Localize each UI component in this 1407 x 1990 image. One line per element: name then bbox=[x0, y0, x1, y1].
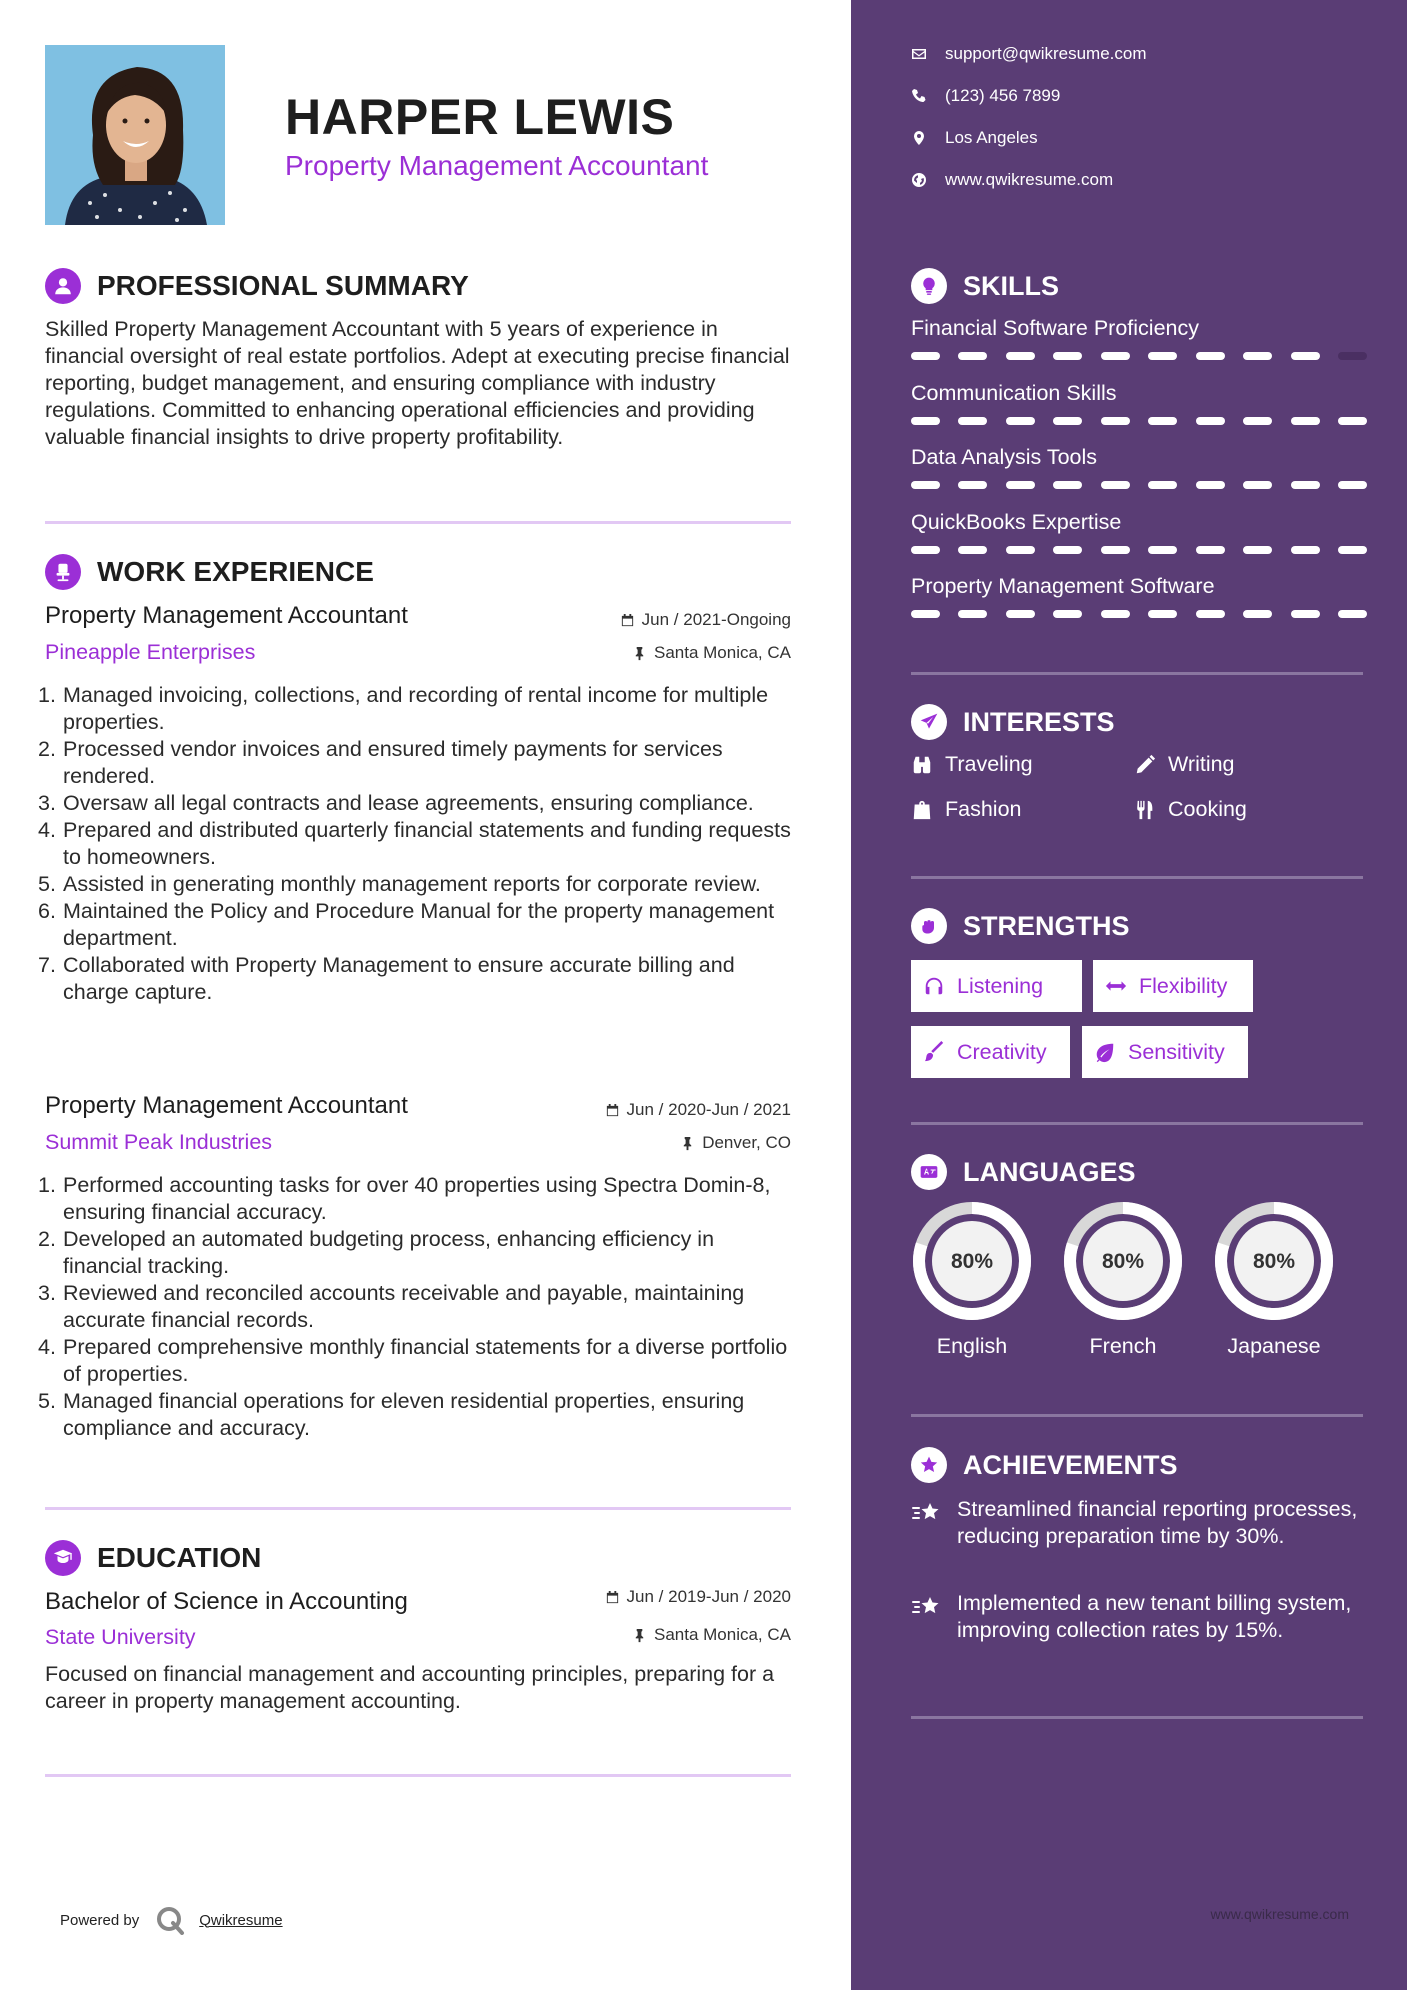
skills-heading: SKILLS bbox=[911, 268, 1059, 304]
language-ring bbox=[1213, 1200, 1335, 1322]
education-location: Santa Monica, CA bbox=[632, 1625, 791, 1645]
list-item: 7. Collaborated with Property Management to ensure accurate billing and charge capture. bbox=[38, 953, 735, 1004]
paint-brush-icon bbox=[923, 1041, 945, 1063]
contact-location: Los Angeles bbox=[911, 128, 1038, 148]
job-date: Jun / 2020-Jun / 2021 bbox=[605, 1100, 791, 1120]
job-location: Santa Monica, CA bbox=[632, 643, 791, 663]
skill-level-segment bbox=[1148, 610, 1177, 618]
skill-level-segment bbox=[1196, 417, 1225, 425]
degree-title: Bachelor of Science in Accounting bbox=[45, 1588, 408, 1615]
pushpin-icon bbox=[632, 646, 647, 661]
skill-level-segment bbox=[958, 546, 987, 554]
skill-level-bar bbox=[911, 610, 1367, 618]
skill-level-segment bbox=[911, 417, 940, 425]
language-percent: 80% bbox=[1252, 1250, 1296, 1273]
star-badge-icon bbox=[911, 1447, 947, 1483]
user-icon bbox=[45, 268, 81, 304]
fist-icon bbox=[911, 908, 947, 944]
list-item: 2. Processed vendor invoices and ensured timely payments for services rendered. bbox=[38, 737, 723, 788]
list-item: 6. Maintained the Policy and Procedure Manual for the property management department. bbox=[38, 899, 775, 950]
skill-level-segment bbox=[1291, 546, 1320, 554]
skill-level-segment bbox=[1291, 417, 1320, 425]
list-item: 2. Developed an automated budgeting process, enhancing efficiency in financial tracking. bbox=[38, 1227, 715, 1278]
summary-text: Skilled Property Management Accountant with 5 years of experience in financial oversight of real estate portfolios. Adept at executing precise financial reporting, budget management, and ensuring compliance with industry regulations. Committed to enhancing operational efficiencies and providing valuable financial insights to drive property profitability. bbox=[45, 317, 790, 449]
skill-level-segment bbox=[1053, 481, 1082, 489]
contact-phone[interactable]: (123) 456 7899 bbox=[911, 86, 1060, 106]
language-percent: 80% bbox=[1101, 1250, 1145, 1273]
skill-level-segment bbox=[1243, 352, 1272, 360]
job-title: Property Management Accountant bbox=[45, 602, 408, 629]
skill-level-segment bbox=[1006, 481, 1035, 489]
pushpin-icon bbox=[632, 1628, 647, 1643]
skill-level-segment bbox=[1196, 610, 1225, 618]
graduate-icon bbox=[45, 1540, 81, 1576]
section-divider bbox=[911, 1414, 1363, 1417]
qwikresume-link[interactable]: Qwikresume bbox=[199, 1911, 283, 1929]
envelope-icon bbox=[911, 46, 927, 62]
achievement-item: Implemented a new tenant billing system, improving collection rates by 15%. bbox=[911, 1590, 1371, 1644]
job-duties bbox=[38, 1172, 798, 1442]
language-icon bbox=[911, 1154, 947, 1190]
company-name: Summit Peak Industries bbox=[45, 1130, 273, 1154]
bag-icon bbox=[911, 799, 933, 821]
skill-level-segment bbox=[958, 417, 987, 425]
skill-level-segment bbox=[1196, 546, 1225, 554]
skill-level-segment bbox=[1148, 481, 1177, 489]
skill-level-bar bbox=[911, 481, 1367, 489]
skill-level-segment bbox=[1291, 481, 1320, 489]
section-divider bbox=[45, 1774, 791, 1777]
education-text: Focused on financial management and accounting principles, preparing for a career in property management accounting. bbox=[45, 1662, 775, 1713]
section-divider bbox=[911, 672, 1363, 675]
skill-level-segment bbox=[1243, 417, 1272, 425]
list-item: 4. Prepared comprehensive monthly financial statements for a diverse portfolio of properties. bbox=[38, 1335, 788, 1386]
skill-name: Communication Skills bbox=[911, 380, 1117, 405]
strengths-heading: STRENGTHS bbox=[911, 908, 1130, 944]
skill-level-segment bbox=[958, 352, 987, 360]
globe-icon bbox=[911, 172, 927, 188]
company-name: Pineapple Enterprises bbox=[45, 640, 256, 664]
utensils-icon bbox=[1134, 799, 1156, 821]
experience-heading bbox=[45, 554, 374, 590]
candidate-role: Property Management Accountant bbox=[285, 150, 709, 181]
footer-url[interactable]: www.qwikresume.com bbox=[1210, 1906, 1349, 1922]
skill-level-segment bbox=[911, 546, 940, 554]
shooting-star-icon bbox=[911, 1591, 941, 1621]
skill-level-segment bbox=[1006, 417, 1035, 425]
section-divider bbox=[911, 1716, 1363, 1719]
skill-level-segment bbox=[1338, 417, 1367, 425]
skill-name: Data Analysis Tools bbox=[911, 445, 1098, 469]
language-name: English bbox=[936, 1334, 1008, 1358]
calendar-icon bbox=[620, 613, 635, 628]
education-heading bbox=[45, 1540, 261, 1576]
skill-level-segment bbox=[1148, 546, 1177, 554]
sidebar bbox=[851, 0, 1407, 1990]
job-title: Property Management Accountant bbox=[45, 1092, 408, 1119]
skill-level-segment bbox=[1243, 546, 1272, 554]
lightbulb-icon bbox=[911, 268, 947, 304]
job-duties bbox=[38, 682, 798, 1006]
interests-heading: INTERESTS bbox=[911, 704, 1115, 740]
skill-level-segment bbox=[1291, 352, 1320, 360]
language-japanese bbox=[1213, 1200, 1335, 1359]
interest-traveling: Traveling bbox=[911, 752, 1033, 777]
interest-writing: Writing bbox=[1134, 752, 1235, 777]
list-item: 4. Prepared and distributed quarterly financial statements and funding requests to homeowners. bbox=[38, 818, 791, 869]
languages-heading: LANGUAGES bbox=[911, 1154, 1136, 1190]
skill-level-segment bbox=[911, 481, 940, 489]
skill-level-segment bbox=[1101, 417, 1130, 425]
powered-by: Powered by Qwikresume bbox=[60, 1905, 283, 1935]
strength-creativity: Creativity bbox=[911, 1026, 1070, 1078]
section-divider bbox=[45, 521, 791, 524]
map-marker-icon bbox=[911, 130, 927, 146]
skill-level-segment bbox=[1101, 481, 1130, 489]
arrows-h-icon bbox=[1105, 975, 1127, 997]
skill-level-bar bbox=[911, 417, 1367, 425]
section-divider bbox=[911, 876, 1363, 879]
list-item: 5. Assisted in generating monthly management reports for corporate review. bbox=[38, 872, 761, 896]
strength-sensitivity: Sensitivity bbox=[1082, 1026, 1248, 1078]
pencil-icon bbox=[1134, 754, 1156, 776]
skill-name: QuickBooks Expertise bbox=[911, 509, 1122, 534]
calendar-icon bbox=[605, 1103, 620, 1118]
section-divider bbox=[45, 1507, 791, 1510]
strength-listening: Listening bbox=[911, 960, 1082, 1012]
skill-level-segment bbox=[911, 610, 940, 618]
achievement-item: Streamlined financial reporting processes, reducing preparation time by 30%. bbox=[911, 1496, 1371, 1550]
paper-plane-icon bbox=[911, 704, 947, 740]
skill-level-segment bbox=[1148, 352, 1177, 360]
leaf-icon bbox=[1094, 1041, 1116, 1063]
skill-level-segment bbox=[958, 481, 987, 489]
skill-level-segment bbox=[1053, 546, 1082, 554]
contact-email[interactable]: support@qwikresume.com bbox=[911, 44, 1147, 64]
skill-level-segment bbox=[911, 352, 940, 360]
list-item: 5. Managed financial operations for eleven residential properties, ensuring compliance and accuracy. bbox=[38, 1389, 745, 1440]
skill-level-segment bbox=[1338, 352, 1367, 360]
skill-level-segment bbox=[1101, 610, 1130, 618]
skill-name: Financial Software Proficiency bbox=[911, 316, 1199, 340]
language-ring bbox=[911, 1200, 1033, 1322]
achievements-heading: ACHIEVEMENTS bbox=[911, 1447, 1178, 1483]
office-chair-icon bbox=[45, 554, 81, 590]
contact-website[interactable]: www.qwikresume.com bbox=[911, 170, 1113, 190]
education-date: Jun / 2019-Jun / 2020 bbox=[605, 1587, 791, 1607]
job-date: Jun / 2021-Ongoing bbox=[620, 610, 791, 630]
skill-level-segment bbox=[1196, 481, 1225, 489]
language-name: French bbox=[1089, 1334, 1157, 1358]
interest-cooking: Cooking bbox=[1134, 797, 1247, 822]
skill-level-segment bbox=[958, 610, 987, 618]
interest-fashion: Fashion bbox=[911, 797, 1022, 822]
language-english bbox=[911, 1200, 1033, 1359]
experience-title: WORK EXPERIENCE bbox=[97, 556, 374, 587]
phone-icon bbox=[911, 88, 927, 104]
summary-title: PROFESSIONAL SUMMARY bbox=[97, 270, 469, 301]
skill-level-segment bbox=[1101, 546, 1130, 554]
language-name: Japanese bbox=[1227, 1334, 1321, 1358]
shooting-star-icon bbox=[911, 1497, 941, 1527]
skill-level-bar bbox=[911, 352, 1367, 360]
candidate-name: HARPER LEWIS bbox=[285, 89, 675, 145]
pushpin-icon bbox=[680, 1136, 695, 1151]
list-item: 1. Managed invoicing, collections, and recording of rental income for multiple properties. bbox=[38, 683, 769, 734]
list-item: 1. Performed accounting tasks for over 40 properties using Spectra Domin-8, ensuring financial accuracy. bbox=[38, 1173, 771, 1224]
section-divider bbox=[911, 1122, 1363, 1125]
qwikresume-logo-icon bbox=[155, 1905, 185, 1935]
skill-level-segment bbox=[1243, 481, 1272, 489]
language-ring bbox=[1062, 1200, 1184, 1322]
skill-level-segment bbox=[1053, 610, 1082, 618]
school-name: State University bbox=[45, 1625, 196, 1649]
list-item: 3. Oversaw all legal contracts and lease agreements, ensuring compliance. bbox=[38, 791, 754, 815]
summary-heading bbox=[45, 268, 469, 304]
skill-level-segment bbox=[1006, 352, 1035, 360]
headphones-icon bbox=[923, 975, 945, 997]
skill-level-segment bbox=[1291, 610, 1320, 618]
calendar-icon bbox=[605, 1590, 620, 1605]
profile-photo bbox=[45, 45, 225, 225]
skill-level-segment bbox=[1338, 610, 1367, 618]
skill-level-segment bbox=[1338, 546, 1367, 554]
skill-level-segment bbox=[1101, 352, 1130, 360]
binoculars-icon bbox=[911, 754, 933, 776]
skill-level-segment bbox=[1053, 417, 1082, 425]
education-title: EDUCATION bbox=[97, 1542, 262, 1573]
job-location: Denver, CO bbox=[680, 1133, 791, 1153]
strength-flexibility: Flexibility bbox=[1093, 960, 1253, 1012]
skill-name: Property Management Software bbox=[911, 574, 1215, 598]
skill-level-segment bbox=[1196, 352, 1225, 360]
skill-level-segment bbox=[1053, 352, 1082, 360]
skill-level-segment bbox=[1006, 610, 1035, 618]
language-percent: 80% bbox=[950, 1250, 994, 1273]
skill-level-segment bbox=[1006, 546, 1035, 554]
language-french bbox=[1062, 1200, 1184, 1359]
skill-level-segment bbox=[1243, 610, 1272, 618]
skill-level-bar bbox=[911, 546, 1367, 554]
list-item: 3. Reviewed and reconciled accounts receivable and payable, maintaining accurate financial records. bbox=[38, 1281, 745, 1332]
skill-level-segment bbox=[1148, 417, 1177, 425]
skill-level-segment bbox=[1338, 481, 1367, 489]
